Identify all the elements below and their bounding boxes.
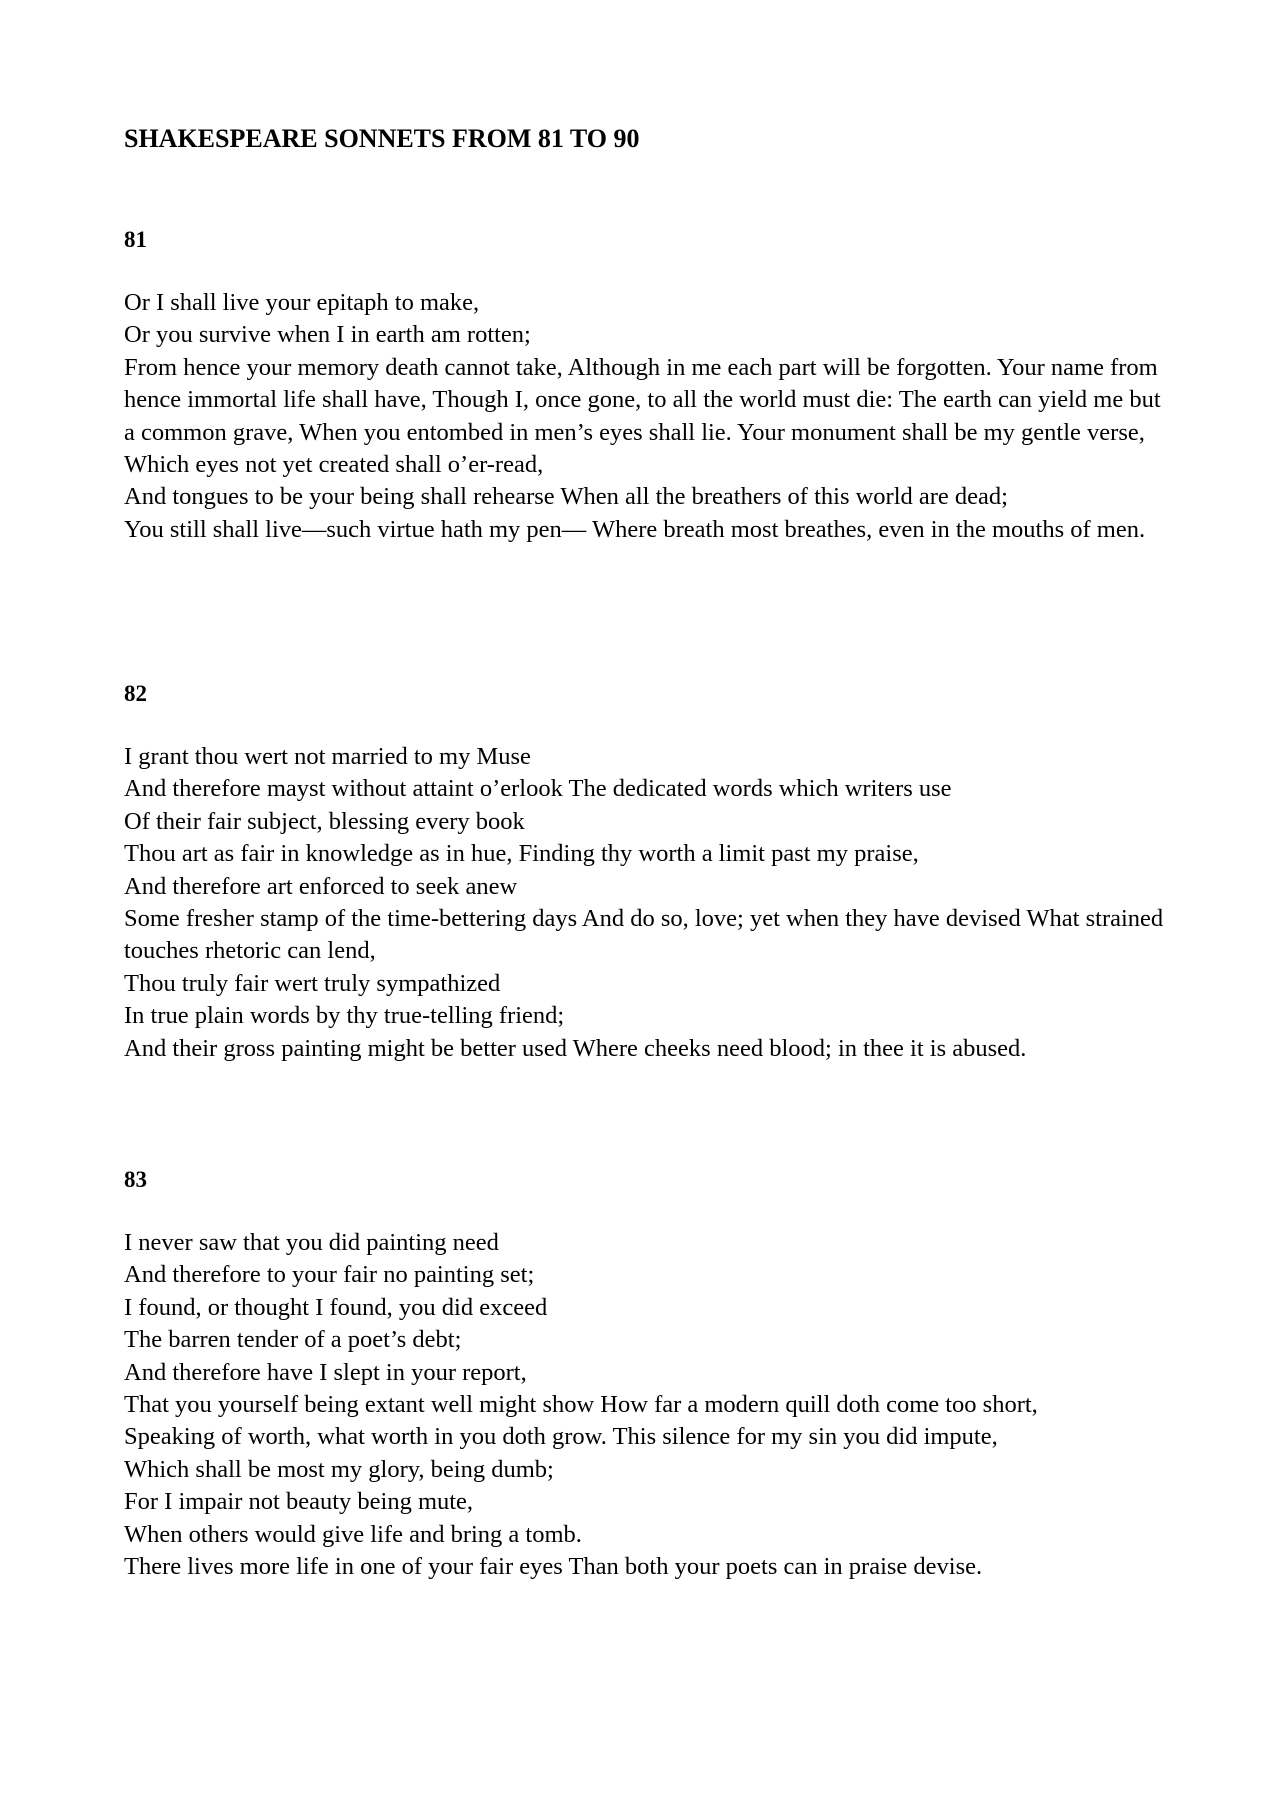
sonnet-line: From hence your memory death cannot take, Although in me each part will be forgotten. Your name from hence immortal life shall have, Though I, once gone, to all the world must die: The earth can yield me but a common grave, When you entombed in men’s eyes shall lie. Your monument shall be my gentle verse, Which eyes not yet created shall o’er-read,	[124, 353, 1161, 479]
sonnet-82	[124, 679, 1174, 1062]
sonnet-line: I grant thou wert not married to my Muse	[124, 743, 531, 770]
sonnet-line: And tongues to be your being shall rehearse When all the breathers of this world are dead;	[124, 483, 1008, 511]
sonnet-81	[124, 225, 1174, 543]
sonnet-line: Of their fair subject, blessing every book	[124, 807, 525, 835]
sonnet-body	[124, 741, 1174, 1065]
sonnet-body	[124, 287, 1174, 546]
sonnet-line: And their gross painting might be better used Where cheeks need blood; in thee it is abused.	[124, 1034, 1027, 1062]
sonnet-line: When others would give life and bring a tomb.	[124, 1520, 582, 1548]
sonnet-number: 83	[124, 1167, 147, 1192]
sonnet-body	[124, 1227, 1174, 1583]
sonnet-line: I found, or thought I found, you did exceed	[124, 1293, 548, 1321]
sonnet-line: For I impair not beauty being mute,	[124, 1488, 474, 1516]
sonnet-line: In true plain words by thy true-telling friend;	[124, 1002, 565, 1030]
sonnet-line: Some fresher stamp of the time-bettering days And do so, love; yet when they have devised What strained touches rhetoric can lend,	[124, 905, 1164, 965]
sonnet-line: You still shall live—such virtue hath my pen— Where breath most breathes, even in the mouths of men.	[124, 515, 1146, 543]
sonnet-line: And therefore art enforced to seek anew	[124, 872, 518, 900]
sonnet-number: 82	[124, 681, 147, 706]
sonnet-line: Or I shall live your epitaph to make,	[124, 289, 480, 316]
sonnet-line: And therefore mayst without attaint o’erlook The dedicated words which writers use	[124, 775, 952, 803]
document-title: SHAKESPEARE SONNETS FROM 81 TO 90	[124, 124, 640, 153]
sonnet-line: And therefore have I slept in your report,	[124, 1358, 527, 1386]
sonnet-line: Speaking of worth, what worth in you doth grow. This silence for my sin you did impute,	[124, 1423, 998, 1451]
sonnet-line: There lives more life in one of your fair eyes Than both your poets can in praise devise.	[124, 1553, 983, 1581]
sonnet-number: 81	[124, 227, 147, 252]
sonnet-line: Or you survive when I in earth am rotten;	[124, 321, 531, 349]
sonnet-line: Thou truly fair wert truly sympathized	[124, 969, 501, 997]
sonnet-line: I never saw that you did painting need	[124, 1229, 499, 1256]
sonnet-line: And therefore to your fair no painting set;	[124, 1261, 535, 1289]
sonnet-line: Which shall be most my glory, being dumb;	[124, 1455, 554, 1483]
sonnet-line: Thou art as fair in knowledge as in hue, Finding thy worth a limit past my praise,	[124, 840, 919, 868]
sonnet-line: That you yourself being extant well might show How far a modern quill doth come too short,	[124, 1391, 1038, 1419]
sonnet-line: The barren tender of a poet’s debt;	[124, 1326, 462, 1354]
sonnet-83	[124, 1165, 1174, 1581]
